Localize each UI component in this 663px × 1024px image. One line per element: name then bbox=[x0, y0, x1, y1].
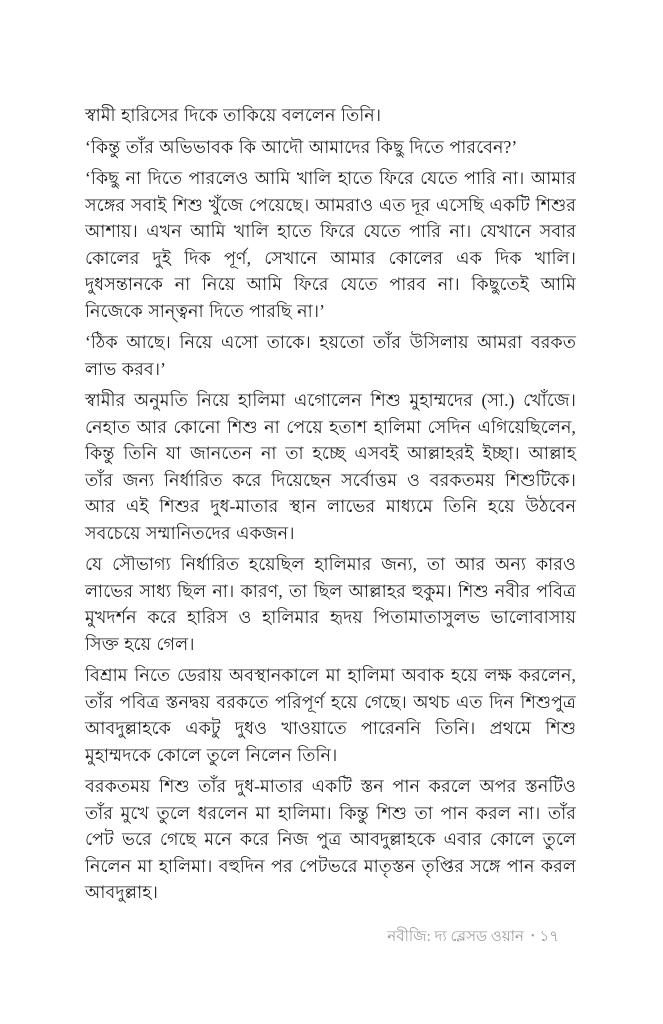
paragraph: ‘কিন্তু তাঁর অভিভাবক কি আদৌ আমাদের কিছু দিতে পারবেন?’ bbox=[85, 136, 518, 157]
paragraph: ‘কিছু না দিতে পারলেও আমি খালি হাতে ফিরে যেতে পারি না। আমার সঙ্গের সবাই শিশু খুঁজে পেয়েছে। আমরাও এত দূর এসেছি একটি শিশুর আশায়। এখন আমি খালি হাতে ফিরে যেতে পারি না। যেখানে সবার কোলের দুই দিক পূর্ণ, সেখানে আমার কোলের এক দিক খালি। দুধসন্তানকে না নিয়ে আমি ফিরে যেতে পারব না। কিছুতেই আমি নিজেকে সান্ত্বনা দিতে পারছি না।’ bbox=[85, 168, 576, 321]
page-footer bbox=[387, 926, 559, 948]
book-title: নবীজি: দ্য ব্লেসড ওয়ান bbox=[387, 929, 524, 945]
paragraph: বরকতময় শিশু তাঁর দুধ-মাতার একটি স্তন পান করলে অপর স্তনটিও তাঁর মুখে তুলে ধরলেন মা হালিমা। কিন্তু শিশু তা পান করল না। তাঁর পেট ভরে গেছে মনে করে নিজ পুত্র আবদুল্লাহকে এবার কোলে তুলে নিলেন মা হালিমা। বহুদিন পর পেটভরে মাতৃস্তন তৃপ্তির সঙ্গে পান করল আবদুল্লাহ। bbox=[85, 776, 576, 902]
paragraph: বিশ্রাম নিতে ডেরায় অবস্থানকালে মা হালিমা অবাক হয়ে লক্ষ করলেন, তাঁর পবিত্র স্তনদ্বয় বরকতে পরিপূর্ণ হয়ে গেছে। অথচ এত দিন শিশুপুত্র আবদুল্লাহকে একটু দুধও খাওয়াতে পারেননি তিনি। প্রথমে শিশু মুহাম্মদকে কোলে তুলে নিলেন তিনি। bbox=[85, 665, 576, 765]
paragraph: ‘ঠিক আছে। নিয়ে এসো তাকে। হয়তো তাঁর উসিলায় আমরা বরকত লাভ করব।’ bbox=[85, 332, 576, 379]
page-number: ১৭ bbox=[539, 929, 559, 945]
footer-bullet-icon: • bbox=[530, 931, 535, 942]
paragraph: স্বামীর অনুমতি নিয়ে হালিমা এগোলেন শিশু মুহাম্মদের (সা.) খোঁজে। নেহাত আর কোনো শিশু না পেয়ে হতাশ হালিমা সেদিন এগিয়েছিলেন, কিন্তু তিনি যা জানতেন না তা হচ্ছে এসবই আল্লাহরই ইচ্ছা। আল্লাহ তাঁর জন্য নির্ধারিত করে দিয়েছেন সর্বোত্তম ও বরকতময় শিশুটিকে। আর এই শিশুর দুধ-মাতার স্থান লাভের মাধ্যমে তিনি হয়ে উঠবেন সবচেয়ে সম্মানিতদের একজন। bbox=[85, 390, 576, 543]
paragraph: যে সৌভাগ্য নির্ধারিত হয়েছিল হালিমার জন্য, তা আর অন্য কারও লাভের সাধ্য ছিল না। কারণ, তা ছিল আল্লাহর হুকুম। শিশু নবীর পবিত্র মুখদর্শন করে হারিস ও হালিমার হৃদয় পিতামাতাসুলভ ভালোবাসায় সিক্ত হয়ে গেল। bbox=[85, 554, 576, 654]
body-text bbox=[85, 102, 576, 911]
paragraph: স্বামী হারিসের দিকে তাকিয়ে বললেন তিনি। bbox=[85, 105, 382, 125]
